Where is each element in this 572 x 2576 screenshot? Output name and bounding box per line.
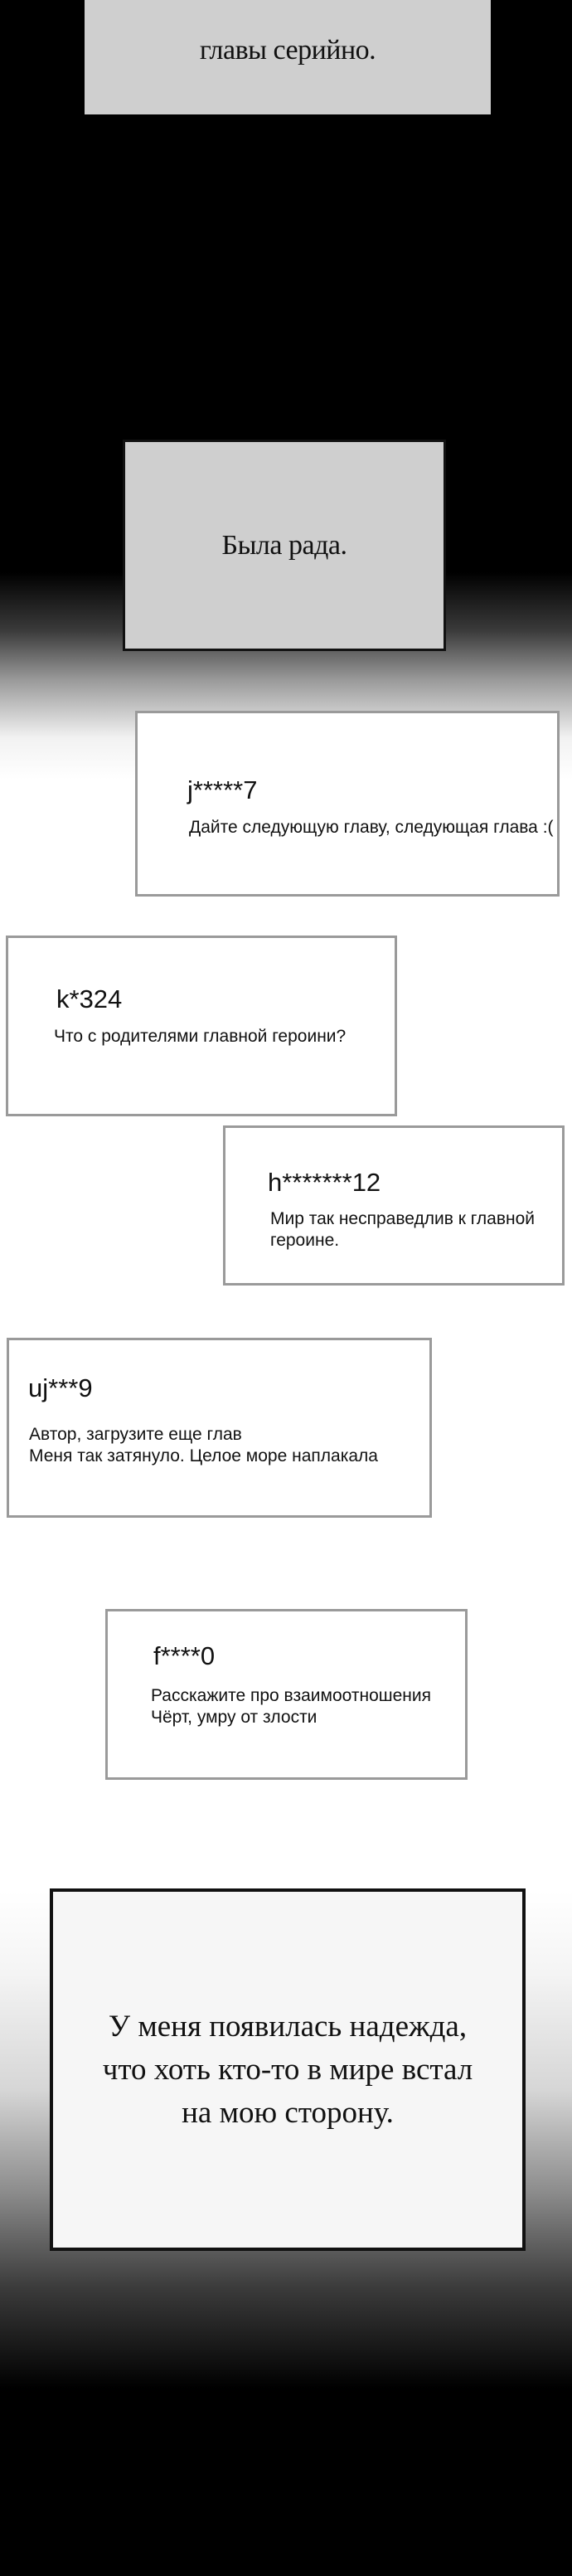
comment-text: Автор, загрузите еще глав Меня так затянуло. Целое море наплакала	[29, 1425, 378, 1465]
comment-card	[7, 1338, 432, 1518]
comment-card	[135, 711, 560, 897]
comment-text: Что с родителями главной героини?	[54, 1027, 347, 1046]
comment-username: j*****7	[187, 775, 258, 804]
comment-username: k*324	[56, 984, 123, 1013]
comment-text: Мир так несправедлив к главной героине.	[270, 1209, 536, 1250]
comment-username: f****0	[153, 1641, 216, 1670]
top-caption-panel	[85, 0, 491, 114]
comment-username: h*******12	[268, 1168, 381, 1197]
top-caption-text: главы серийно.	[199, 35, 376, 66]
comment-username: uj***9	[28, 1373, 93, 1402]
comment-card	[105, 1609, 468, 1780]
comment-text: Расскажите про взаимоотношения Чёрт, умру от злости	[151, 1686, 431, 1727]
hope-caption-panel	[50, 1888, 526, 2251]
comment-card	[6, 936, 397, 1116]
comment-text: Дайте следующую главу, следующая глава :(	[189, 818, 554, 837]
hope-caption-text: У меня появилась надежда, что хоть кто-то в мире встал на мою сторону.	[102, 2009, 473, 2130]
glad-caption-panel	[123, 440, 446, 651]
comment-card	[223, 1125, 565, 1286]
glad-caption-text: Была рада.	[221, 529, 347, 561]
